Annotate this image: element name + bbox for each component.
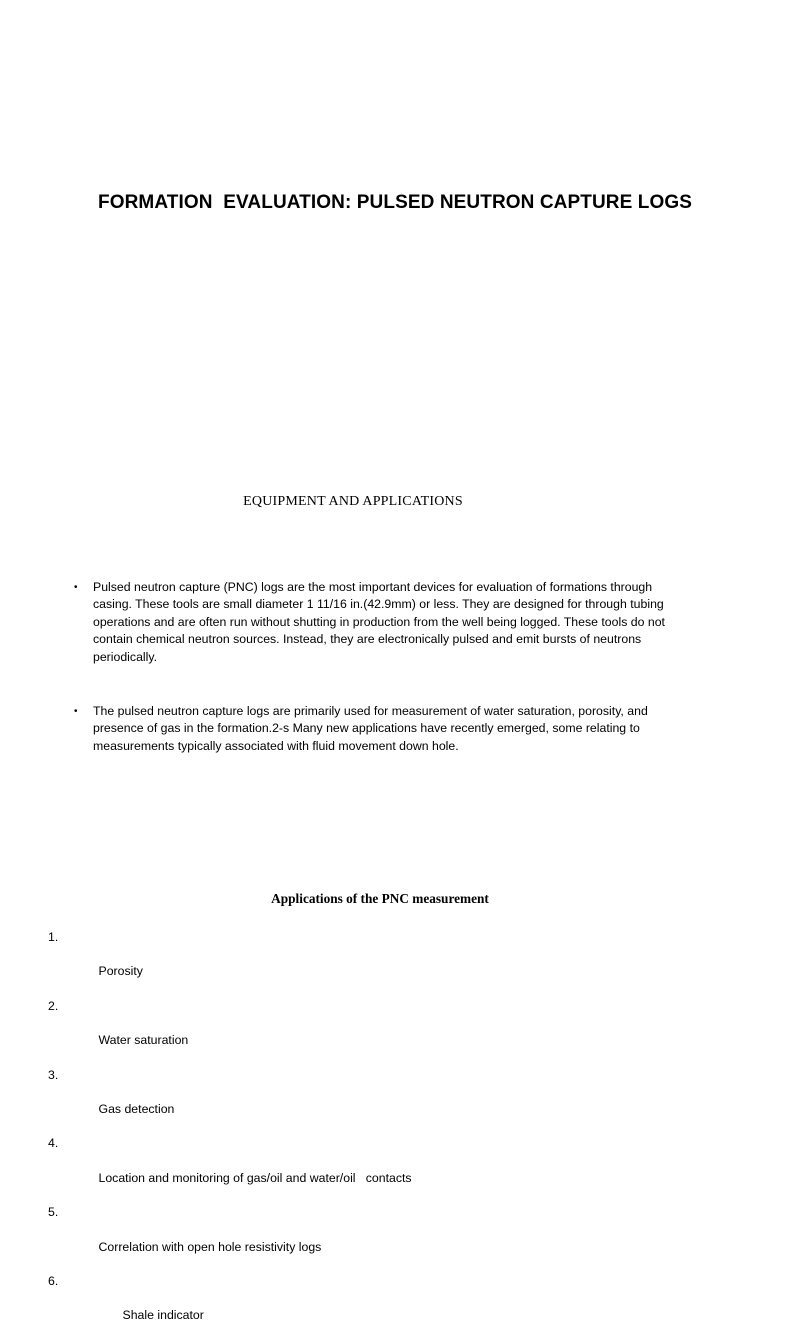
bullet-item	[74, 703, 674, 755]
section-heading: EQUIPMENT AND APPLICATIONS	[243, 494, 463, 509]
bullet-icon: •	[74, 582, 78, 593]
list-item-text: Correlation with open hole resistivity logs	[98, 1239, 322, 1254]
list-item-text: Shale indicator	[122, 1308, 204, 1323]
list-item-number: 1.	[48, 930, 59, 944]
applications-list	[48, 929, 412, 1342]
list-item-text: Location and monitoring of gas/oil and water/oil contacts	[98, 1170, 412, 1185]
list-item-text: Porosity	[98, 964, 143, 979]
list-item	[48, 1204, 412, 1273]
bullet-text: The pulsed neutron capture logs are primarily used for measurement of water saturation, porosity, and presence of gas in the formation.2-s Many new applications have recently emerged, some relating to measurements typically associated with fluid movement down hole.	[93, 704, 648, 753]
list-item-text: Gas detection	[98, 1102, 175, 1117]
list-item	[48, 1273, 412, 1342]
list-item-text: Water saturation	[98, 1033, 189, 1048]
list-item	[48, 929, 412, 998]
list-item	[48, 998, 412, 1067]
list-item-number: 2.	[48, 998, 59, 1013]
bullet-text: Pulsed neutron capture (PNC) logs are the most important devices for evaluation of formations through casing. These tools are small diameter 1 11/16 in.(42.9mm) or less. They are designed for through tubing operations and are often run without shutting in production from the well being logged. These tools do not contain chemical neutron sources. Instead, they are electronically pulsed and emit bursts of neutrons periodically.	[93, 580, 665, 664]
bullet-icon: •	[74, 706, 78, 718]
list-item	[48, 1135, 412, 1204]
list-item-number: 3.	[48, 1067, 59, 1082]
list-item	[48, 1067, 412, 1136]
bullet-item	[74, 579, 674, 666]
applications-heading: Applications of the PNC measurement	[271, 891, 489, 906]
list-item-number: 6.	[48, 1274, 59, 1289]
list-item-number: 5.	[48, 1205, 59, 1220]
bullet-list	[74, 579, 674, 755]
list-item-number: 4.	[48, 1136, 59, 1151]
document-title: FORMATION EVALUATION: PULSED NEUTRON CAPTURE LOGS	[98, 192, 692, 213]
